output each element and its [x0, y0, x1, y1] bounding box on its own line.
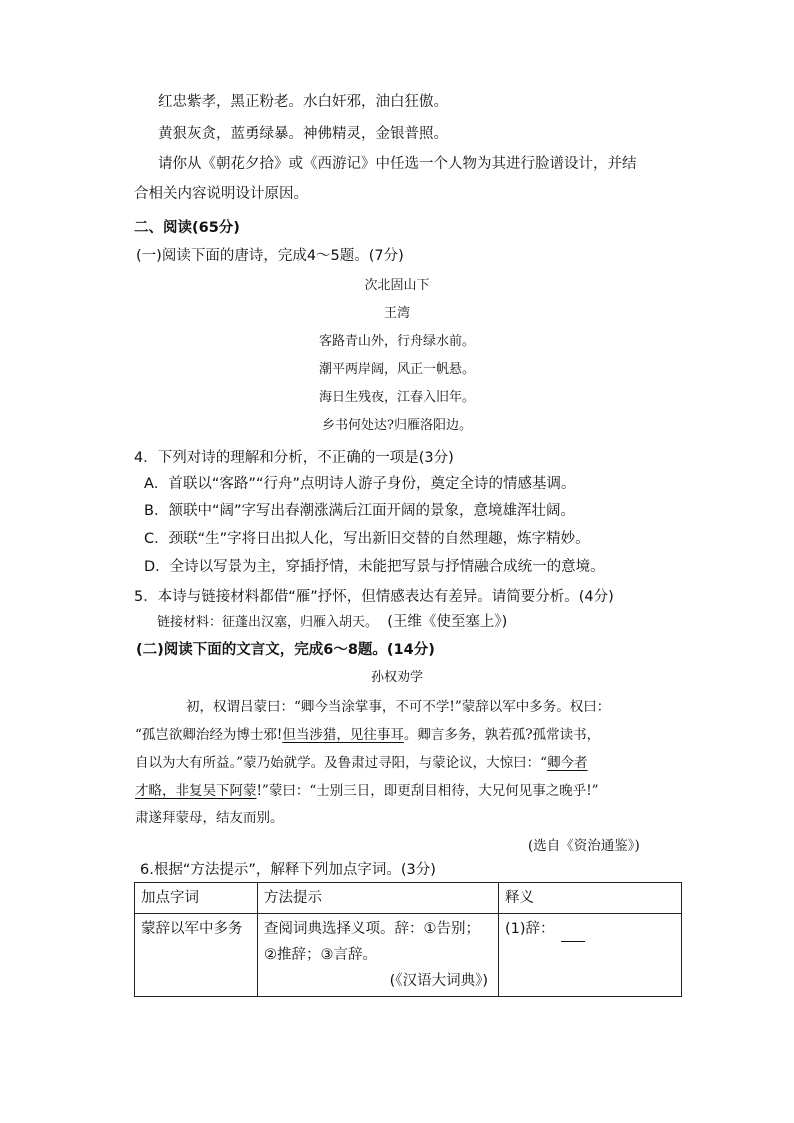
passage-source: (选自《资治通鉴》) [528, 838, 640, 854]
answer-blank[interactable] [561, 925, 585, 942]
underlined-phrase-2b: 才略，非复吴下阿蒙 [135, 783, 257, 799]
underlined-phrase-1: 但当涉猎，见往事耳 [282, 727, 404, 743]
q4-option-d: D．全诗以写景为主，穿插抒情，未能把写景与抒情融合成统一的意境。 [144, 559, 605, 575]
row-meaning [499, 914, 682, 997]
poem-line-3: 海日生残夜，江春入旧年。 [318, 390, 475, 405]
q4-option-b: B．颔联中“阔”字写出春潮涨满后江面开阔的景象，意境雄浑壮阔。 [144, 503, 575, 519]
header-hint: 方法提示 [258, 883, 499, 914]
q5-link-label: 链接材料： [157, 615, 223, 630]
q5-link [157, 612, 507, 633]
answer-label: (1)辞： [505, 921, 555, 937]
q5-stem: 5．本诗与链接材料都借“雁”抒怀，但情感表达有差异。请简要分析。(4分) [134, 589, 614, 605]
passage-line-1: 初，权谓吕蒙曰：“卿今当涂掌事，不可不学!”蒙辞以军中多务。权曰： [186, 699, 611, 715]
poem-line-4: 乡书何处达?归雁洛阳边。 [322, 418, 472, 433]
part1-title: (一)阅读下面的唐诗，完成4～5题。(7分) [136, 248, 404, 264]
part2-title: (二)阅读下面的文言文，完成6～8题。(14分) [136, 642, 435, 658]
method-table [134, 882, 682, 997]
passage-line-3 [135, 753, 588, 773]
intro-line-4: 合相关内容说明设计原因。 [134, 186, 308, 202]
section-heading: 二、阅读(65分) [134, 220, 240, 236]
intro-line-3: 请你从《朝花夕拾》或《西游记》中任选一个人物为其进行脸谱设计，并结 [158, 156, 637, 172]
poem-line-2: 潮平两岸阔，风正一帆悬。 [318, 362, 475, 377]
q5-link-source: (王维《使至塞上》) [387, 614, 508, 630]
poem-author: 王湾 [383, 306, 410, 321]
header-word: 加点字词 [135, 883, 258, 914]
passage-line-3-a: 自以为大有所益。”蒙乃始就学。及鲁肃过寻阳，与蒙论议，大惊曰：“ [135, 755, 548, 771]
row-hint-source: (《汉语大词典》) [389, 973, 488, 989]
passage-line-5: 肃遂拜蒙母，结友而别。 [135, 810, 284, 826]
table-row [135, 914, 682, 997]
intro-line-2: 黄狠灰贪，蓝勇绿暴。神佛精灵，金银普照。 [158, 126, 448, 142]
poem-title: 次北固山下 [364, 278, 430, 293]
row-hint-line-1: 查阅词典选择义项。辞：①告别； [264, 921, 480, 937]
passage-line-2 [135, 725, 600, 745]
row-word: 蒙辞以军中多务 [135, 914, 258, 997]
q5-link-text: 征蓬出汉塞，归雁入胡天。 [222, 615, 379, 630]
passage-line-2-a: “孤岂欲卿治经为博士邪! [135, 727, 283, 743]
q6-stem: 6.根据“方法提示”，解释下列加点字词。(3分) [140, 862, 436, 878]
underlined-phrase-2a: 卿今者 [547, 755, 588, 771]
row-hint-line-2: ②推辞；③言辞。 [264, 947, 377, 963]
passage-title: 孙权劝学 [370, 670, 423, 685]
q4-option-c: C．颈联“生”字将日出拟人化，写出新旧交替的自然理趣，炼字精妙。 [144, 531, 590, 547]
header-meaning: 释义 [499, 883, 682, 914]
passage-line-4-b: !”蒙曰：“士别三日，即更刮目相待，大兄何见事之晚乎!” [256, 783, 599, 799]
passage-line-4 [135, 781, 599, 801]
q4-stem: 4．下列对诗的理解和分析，不正确的一项是(3分) [134, 450, 454, 466]
q4-option-a: A．首联以“客路”“行舟”点明诗人游子身份，奠定全诗的情感基调。 [144, 476, 576, 492]
passage-line-2-c: 。卿言多务，孰若孤?孤常读书， [403, 727, 601, 743]
poem-line-1: 客路青山外，行舟绿水前。 [318, 334, 475, 349]
row-hint [258, 914, 499, 997]
table-header-row [135, 883, 682, 914]
intro-line-1: 红忠紫孝，黑正粉老。水白奸邪，油白狂傲。 [158, 94, 448, 110]
